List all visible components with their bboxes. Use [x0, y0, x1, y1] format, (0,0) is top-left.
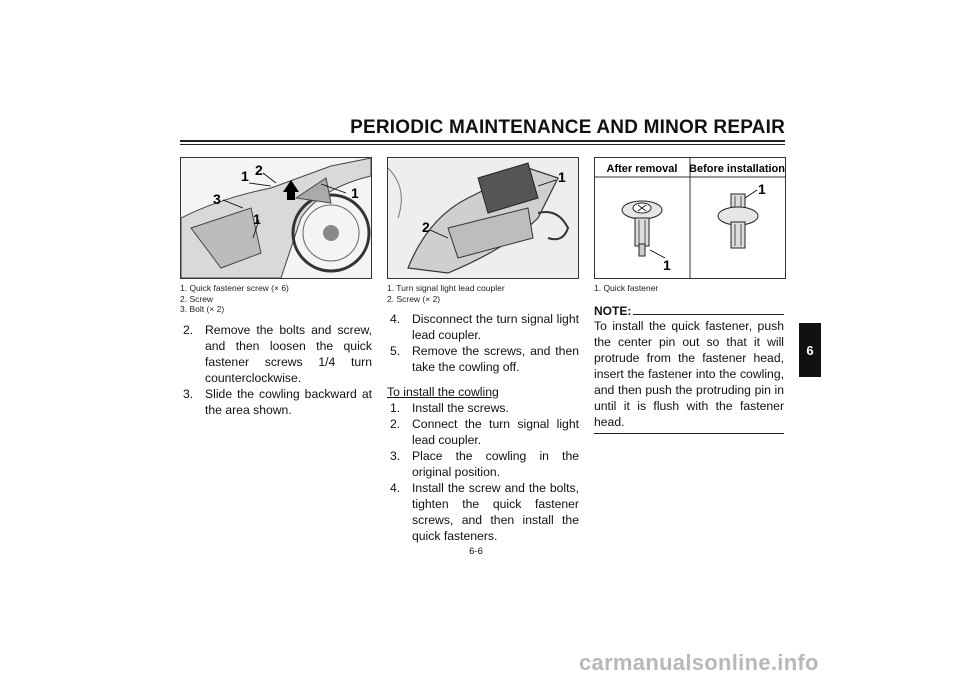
- callout-1: 1: [241, 168, 249, 184]
- caption-line: 2. Screw: [180, 293, 214, 304]
- list-item: [387, 480, 579, 544]
- step-text: Place the cowling in the original position.: [412, 449, 579, 479]
- caption-line: 1. Quick fastener screw (× 6): [180, 283, 289, 293]
- note-text: To install the quick fastener, push the center pin out so that it will protrude from the fastener head, insert the fastener into the cowling, and then push the protruding pin in until it is flush with the fastener head.: [594, 319, 784, 429]
- quick-fastener-illustration: [595, 158, 785, 278]
- page-number: 6-6: [469, 546, 483, 557]
- note-label: NOTE:: [594, 304, 632, 318]
- step-text: Remove the screws, and then take the cowling off.: [412, 344, 579, 374]
- caption-line: 1. Quick fastener: [594, 283, 659, 293]
- section-tab: 6: [799, 323, 821, 377]
- step-number: 2.: [390, 417, 401, 431]
- step-number: 3.: [183, 387, 194, 401]
- step-text: Disconnect the turn signal light lead coupler.: [412, 312, 579, 342]
- callout-1: 1: [351, 185, 359, 201]
- callout-1: 1: [663, 257, 671, 273]
- list-item: [180, 322, 372, 386]
- step-number: 5.: [390, 344, 401, 358]
- step-number: 1.: [390, 401, 401, 415]
- figure1-captions: [180, 283, 289, 315]
- figure2-captions: [387, 283, 505, 304]
- callout-1: 1: [558, 169, 566, 185]
- callout-3: 3: [213, 191, 221, 207]
- step-number: 2.: [183, 323, 194, 337]
- list-item: [387, 343, 579, 375]
- caption-line: 3. Bolt (× 2): [180, 304, 225, 314]
- caption-line: 1. Turn signal light lead coupler: [387, 283, 505, 293]
- coupler-illustration: [388, 158, 578, 278]
- label-after-removal: After removal: [606, 163, 678, 175]
- caption-line: 2. Screw (× 2): [387, 293, 441, 304]
- step-number: 4.: [390, 312, 401, 326]
- cowling-side-illustration: [181, 158, 371, 278]
- page-title: PERIODIC MAINTENANCE AND MINOR REPAIR: [350, 117, 785, 138]
- list-item: [180, 386, 372, 418]
- column2-steps: [387, 311, 579, 544]
- list-item: [387, 400, 579, 416]
- step-text: Remove the bolts and screw, and then loosen the quick fastener screws 1/4 turn counterclockwise.: [205, 323, 372, 385]
- header-rule: [180, 140, 785, 142]
- step-number: 4.: [390, 481, 401, 495]
- note-block: [594, 304, 784, 434]
- install-heading: To install the cowling: [387, 385, 499, 399]
- step-text: Install the screw and the bolts, tighten the quick fastener screws, and then install the quick fasteners.: [412, 481, 579, 543]
- figure3-captions: [594, 283, 658, 294]
- label-before-installation: Before installation: [689, 163, 785, 175]
- list-item: [387, 416, 579, 448]
- watermark: carmanualsonline.info: [579, 650, 819, 675]
- figure-turn-signal-coupler: [387, 157, 579, 279]
- callout-1: 1: [253, 211, 261, 227]
- figure-quick-fastener: [594, 157, 786, 279]
- list-item: [387, 448, 579, 480]
- figure-cowling-side: [180, 157, 372, 279]
- step-number: 3.: [390, 449, 401, 463]
- note-end-rule: [594, 433, 784, 434]
- step-text: Slide the cowling backward at the area shown.: [205, 387, 372, 417]
- step-text: Install the screws.: [412, 401, 509, 415]
- note-rule: [633, 314, 784, 315]
- list-item: [387, 311, 579, 343]
- callout-2: 2: [255, 162, 263, 178]
- callout-1: 1: [758, 181, 766, 197]
- step-text: Connect the turn signal light lead coupler.: [412, 417, 579, 447]
- callout-2: 2: [422, 219, 430, 235]
- column1-steps: [180, 322, 372, 418]
- header-rule-thin: [180, 144, 785, 145]
